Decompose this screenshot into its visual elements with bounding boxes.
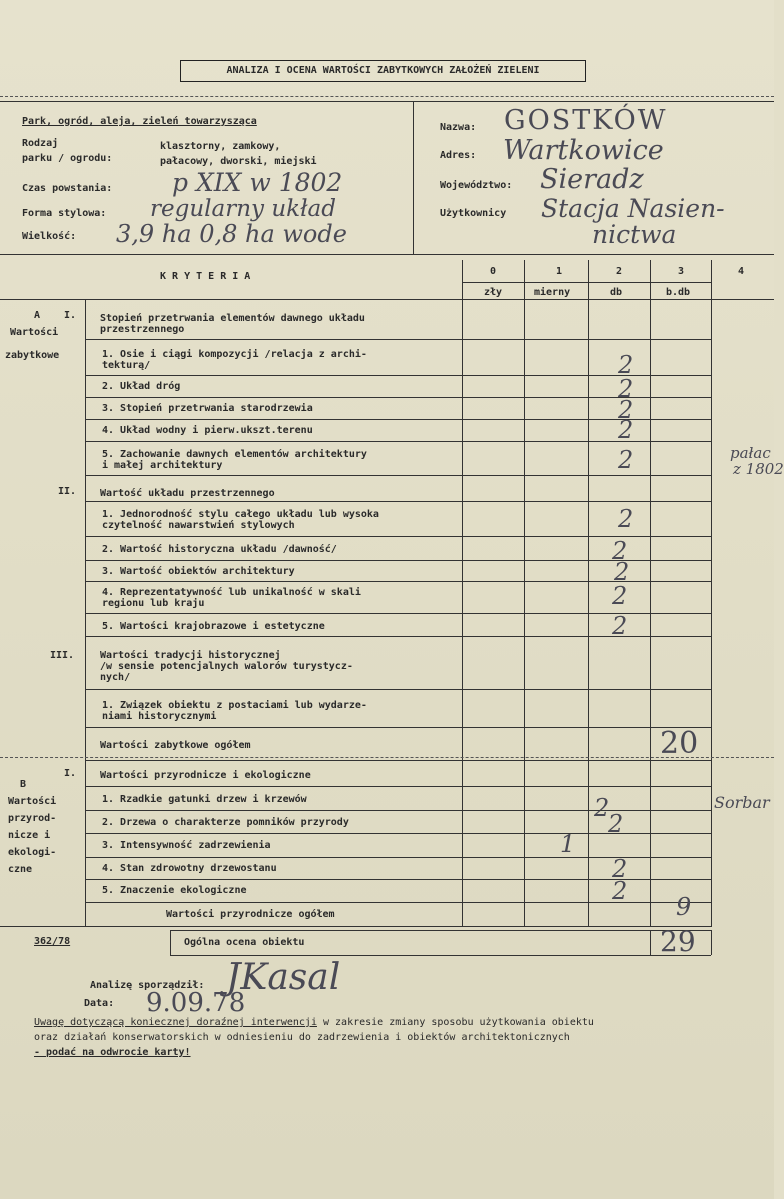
row-line [85, 441, 711, 442]
adres-value: Wartkowice [503, 135, 664, 166]
g2-item-4-l2: regionu lub kraju [102, 598, 205, 609]
grid-overall-left [170, 930, 171, 955]
note-line-1-rest: w zakresie zmiany sposobu użytkowania obiektu [316, 1017, 594, 1028]
header-row-mid [462, 282, 711, 283]
g1-item-5-score: 2 [618, 446, 634, 474]
wojewodztwo-label: Województwo: [440, 180, 513, 191]
g1-item-5-l2: i małej architektury [102, 460, 223, 471]
note-line-2: oraz działań konserwatorskich w odniesieniu do zadrzewienia i obiektów architektonicznych [34, 1032, 570, 1043]
rodzaj-label: Rodzaj [22, 138, 59, 149]
row-line [170, 930, 711, 931]
g1-item-1-score: 2 [618, 351, 634, 379]
b-item-5-score: 2 [612, 877, 628, 905]
note-line-1 [34, 1017, 594, 1028]
row-line [85, 689, 711, 690]
wielkosc-label: Wielkość: [22, 231, 77, 242]
col-0-num: 0 [490, 266, 497, 277]
g3-title-2: /w sensie potencjalnych walorów turystycz- [100, 661, 353, 672]
row-line [85, 475, 711, 476]
overall-value: 29 [660, 925, 696, 958]
col-1-num: 1 [556, 266, 563, 277]
g1-item-4-score: 2 [618, 416, 634, 444]
margin-note-2: z 1802 [733, 460, 784, 478]
grid-col-2 [588, 260, 589, 927]
rodzaj-label-2: parku / ogrodu: [22, 153, 113, 164]
wojewodztwo-value: Sieradz [540, 164, 644, 195]
header-divider [413, 101, 414, 254]
grid-col-4 [711, 260, 712, 927]
g2-item-3-l1: 3. Wartość obiektów architektury [102, 566, 295, 577]
rodzaj-options-2: pałacowy, dworski, miejski [160, 156, 317, 167]
a-total-value: 20 [660, 726, 699, 761]
col-0-label: zły [484, 287, 503, 298]
header-dash-line [0, 96, 774, 97]
section-b-label-2: przyrod- [8, 813, 57, 824]
g3-roman: III. [50, 650, 75, 661]
g3-item-1-l1: 1. Związek obiektu z postaciami lub wydarze- [102, 700, 367, 711]
row-line [85, 636, 711, 637]
form-title: ANALIZA I OCENA WARTOŚCI ZABYTKOWYCH ZAŁOŻEŃ ZIELENI [180, 60, 586, 82]
grid-col-3 [650, 260, 651, 927]
g2-item-2-l1: 2. Wartość historyczna układu /dawność/ [102, 544, 337, 555]
forma-label: Forma stylowa: [22, 208, 107, 219]
category-label: Park, ogród, aleja, zieleń towarzysząca [22, 116, 257, 127]
row-line [0, 926, 711, 927]
nazwa-label: Nazwa: [440, 122, 477, 133]
section-b-label-4: ekologi- [8, 847, 57, 858]
a-total-label: Wartości zabytkowe ogółem [100, 740, 251, 751]
b-margin-note: Sorbar [714, 793, 770, 812]
row-line [85, 501, 711, 502]
note-line-3: - podać na odwrocie karty! [34, 1047, 191, 1058]
g1-item-2-l1: 2. Układ dróg [102, 381, 181, 392]
g2-title: Wartość układu przestrzennego [100, 488, 275, 499]
adres-label: Adres: [440, 150, 477, 161]
row-line [85, 760, 711, 761]
section-b-label-5: czne [8, 864, 33, 875]
section-a-roman: I. [64, 310, 77, 321]
g2-item-1-l2: czytelność nawarstwień stylowych [102, 520, 295, 531]
criteria-header: K R Y T E R I A [160, 271, 251, 282]
row-line [85, 339, 711, 340]
section-a-label-1: Wartości [10, 327, 59, 338]
grid-col-0 [462, 260, 463, 927]
g2-item-1-score: 2 [618, 505, 634, 533]
b-item-4-score: 2 [612, 855, 628, 883]
grid-overall-col-3 [650, 930, 651, 955]
section-b-roman: I. [64, 768, 77, 779]
col-4-num: 4 [738, 266, 745, 277]
forma-value: regularny układ [150, 196, 336, 222]
b-item-1: 1. Rzadkie gatunki drzew i krzewów [102, 794, 307, 805]
overall-label: Ogólna ocena obiektu [184, 937, 305, 948]
czas-value: p XIX w 1802 [172, 168, 343, 197]
g3-title-1: Wartości tradycji historycznej [100, 650, 281, 661]
g1-item-4-l1: 4. Układ wodny i pierw.ukszt.terenu [102, 425, 313, 436]
g2-item-4-score: 2 [612, 582, 628, 610]
nazwa-value: GOSTKÓW [504, 105, 668, 136]
g2-item-2-score: 2 [612, 537, 628, 565]
b-item-3: 3. Intensywność zadrzewienia [102, 840, 271, 851]
g2-roman: II. [58, 486, 77, 497]
date-value: 9.09.78 [146, 988, 246, 1018]
uzytkownicy-value-1: Stacja Nasien- [541, 194, 725, 223]
section-a-label-2: zabytkowe [5, 350, 60, 361]
col-1-label: mierny [534, 287, 571, 298]
wielkosc-value: 3,9 ha 0,8 ha wode [116, 220, 347, 248]
row-line [170, 955, 711, 956]
section-a-letter: A [34, 310, 41, 321]
czas-label: Czas powstania: [22, 183, 113, 194]
section-b-label-3: nicze i [8, 830, 51, 841]
g1-item-2-score: 2 [618, 375, 634, 403]
col-2-label: db [610, 287, 623, 298]
g3-item-1-l2: niami historycznymi [102, 711, 217, 722]
b-item-1-score: 2 [594, 794, 610, 822]
uzytkownicy-label: Użytkownicy [440, 208, 507, 219]
row-line [85, 727, 711, 728]
g2-item-1-l1: 1. Jednorodność stylu całego układu lub wysoka [102, 509, 379, 520]
g2-item-3-score: 2 [614, 558, 630, 586]
row-line [85, 902, 711, 903]
note-line-1-underlined: Uwagę dotyczącą koniecznej doraźnej interwencji [34, 1017, 317, 1028]
header-row-bottom [0, 299, 774, 300]
b-total-value: 9 [676, 893, 692, 921]
b-total-label: Wartości przyrodnicze ogółem [166, 909, 335, 920]
prepared-label: Analizę sporządził: [90, 980, 205, 991]
g3-title-3: nych/ [100, 672, 131, 683]
g1-item-3-l1: 3. Stopień przetrwania starodrzewia [102, 403, 313, 414]
b-item-4: 4. Stan zdrowotny drzewostanu [102, 863, 277, 874]
section-divider-dash [0, 757, 774, 758]
uzytkownicy-value-2: nictwa [592, 220, 677, 249]
col-2-num: 2 [616, 266, 623, 277]
g1-item-5-l1: 5. Zachowanie dawnych elementów architektury [102, 449, 367, 460]
row-line [85, 833, 711, 834]
side-number: 362/78 [34, 936, 71, 947]
col-3-num: 3 [678, 266, 685, 277]
header-bottom-line [0, 254, 774, 255]
section-b-title: Wartości przyrodnicze i ekologiczne [100, 770, 311, 781]
signature: JKasal [226, 957, 341, 998]
g1-title-2: przestrzennego [100, 324, 185, 335]
g1-title-1: Stopień przetrwania elementów dawnego układu [100, 313, 365, 324]
g2-item-4-l1: 4. Reprezentatywność lub unikalność w skali [102, 587, 361, 598]
g2-item-5-l1: 5. Wartości krajobrazowe i estetyczne [102, 621, 325, 632]
margin-note-1: pałac [730, 444, 771, 462]
date-label: Data: [84, 998, 115, 1009]
b-item-2-score: 2 [608, 810, 624, 838]
b-item-5: 5. Znaczenie ekologiczne [102, 885, 247, 896]
header-top-line [0, 101, 774, 102]
row-line [85, 786, 711, 787]
g1-item-1-l2: tekturą/ [102, 360, 151, 371]
rodzaj-options-1: klasztorny, zamkowy, [160, 141, 281, 152]
section-b-label-1: Wartości [8, 796, 57, 807]
grid-overall-col-4 [711, 930, 712, 955]
g2-item-5-score: 2 [612, 612, 628, 640]
g1-item-3-score: 2 [618, 396, 634, 424]
g1-item-1-l1: 1. Osie i ciągi kompozycji /relacja z archi- [102, 349, 367, 360]
b-item-2: 2. Drzewa o charakterze pomników przyrody [102, 817, 349, 828]
col-3-label: b.db [666, 287, 691, 298]
grid-col-1 [524, 260, 525, 927]
b-item-3-score: 1 [560, 830, 576, 858]
section-b-letter: B [20, 779, 27, 790]
